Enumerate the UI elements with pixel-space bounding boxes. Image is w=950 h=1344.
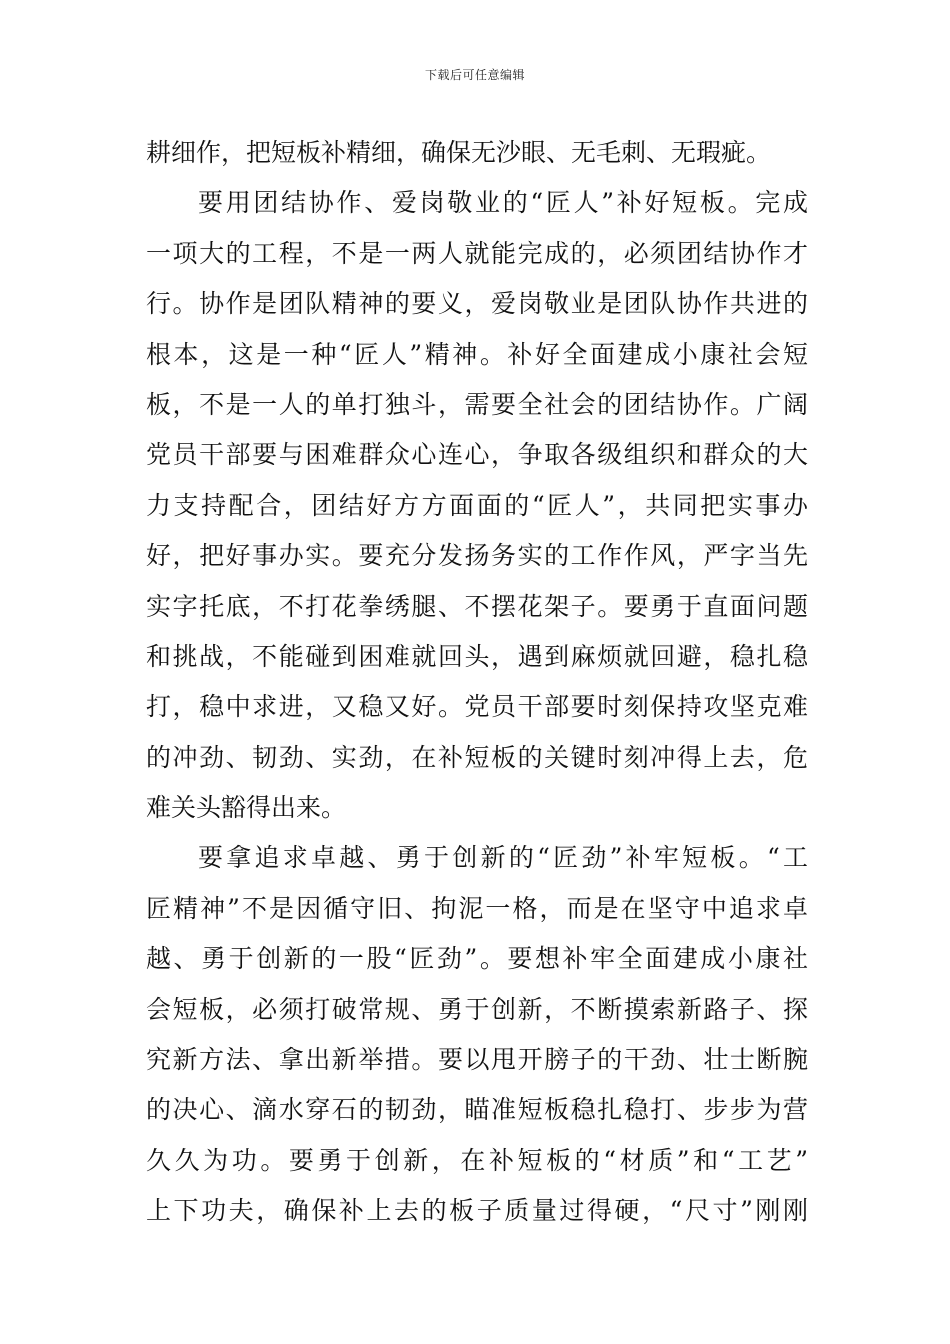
page-header-note: 下载后可任意编辑 bbox=[424, 68, 525, 82]
text-line: 好，把好事办实。要充分发扬务实的工作作风，严字当先 bbox=[146, 541, 808, 571]
text-line: 越、勇于创新的一股“匠劲”。要想补牢全面建成小康社 bbox=[146, 944, 808, 974]
text-line: 板，不是一人的单打独斗，需要全社会的团结协作。广阔 bbox=[146, 389, 808, 419]
text-line: 难关头豁得出来。 bbox=[146, 793, 347, 823]
text-line: 会短板，必须打破常规、勇于创新，不断摸索新路子、探 bbox=[146, 994, 808, 1024]
paragraph-first-line: 要用团结协作、爱岗敬业的“匠人”补好短板。完成 bbox=[198, 188, 808, 218]
text-line: 久久为功。要勇于创新，在补短板的“材质”和“工艺” bbox=[146, 1145, 808, 1175]
text-line: 上下功夫，确保补上去的板子质量过得硬，“尺寸”刚刚 bbox=[146, 1196, 808, 1226]
text-line: 耕细作，把短板补精细，确保无沙眼、无毛刺、无瑕疵。 bbox=[146, 138, 772, 167]
text-line: 匠精神”不是因循守旧、拘泥一格，而是在坚守中追求卓 bbox=[146, 893, 808, 923]
text-line: 的决心、滴水穿石的韧劲，瞄准短板稳扎稳打、步步为营 bbox=[146, 1095, 808, 1125]
text-line: 党员干部要与困难群众心连心，争取各级组织和群众的大 bbox=[146, 440, 808, 470]
paragraph-first-line: 要拿追求卓越、勇于创新的“匠劲”补牢短板。“工 bbox=[198, 843, 808, 873]
text-line: 的冲劲、韧劲、实劲，在补短板的关键时刻冲得上去，危 bbox=[146, 742, 808, 772]
document-body bbox=[146, 128, 808, 1237]
text-line: 一项大的工程，不是一两人就能完成的，必须团结协作才 bbox=[146, 238, 808, 268]
text-line: 力支持配合，团结好方方面面的“匠人”，共同把实事办 bbox=[146, 490, 808, 520]
text-line: 根本，这是一种“匠人”精神。补好全面建成小康社会短 bbox=[146, 339, 808, 369]
text-line: 实字托底，不打花拳绣腿、不摆花架子。要勇于直面问题 bbox=[146, 591, 808, 621]
text-line: 和挑战，不能碰到困难就回头，遇到麻烦就回避，稳扎稳 bbox=[146, 641, 808, 671]
text-line: 打，稳中求进，又稳又好。党员干部要时刻保持攻坚克难 bbox=[146, 692, 808, 722]
text-line: 行。协作是团队精神的要义，爱岗敬业是团队协作共进的 bbox=[146, 289, 808, 319]
text-line: 究新方法、拿出新举措。要以甩开膀子的干劲、壮士断腕 bbox=[146, 1045, 808, 1075]
